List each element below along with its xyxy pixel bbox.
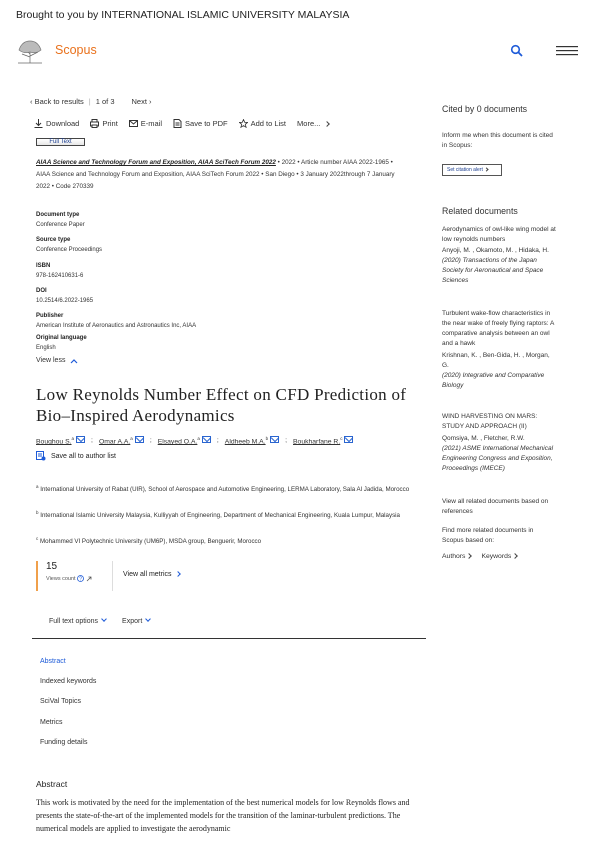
save-to-pdf-button[interactable]: Save to PDF bbox=[173, 119, 228, 128]
email-icon[interactable] bbox=[135, 436, 144, 443]
views-count-metric: 15 Views count ? bbox=[36, 561, 114, 591]
related-document-title[interactable]: Turbulent wake-flow characteristics in the near wake of freely flying raptors: A comparative analysis between an owl and a hawk bbox=[442, 310, 555, 347]
download-icon bbox=[34, 119, 43, 128]
email-icon[interactable] bbox=[202, 436, 211, 443]
related-document-title[interactable]: Aerodynamics of owl-like wing model at low reynolds numbers bbox=[442, 226, 556, 243]
affiliation: $^c$ Mohammed VI Polytechnic University (UM6P), MSDA group, Benguerir, Morocco bbox=[36, 536, 262, 546]
export-dropdown[interactable]: Export bbox=[122, 617, 150, 625]
meta-language: Original language English bbox=[36, 335, 87, 351]
section-link-scival-topics[interactable]: SciVal Topics bbox=[40, 698, 81, 705]
set-citation-alert-button[interactable]: Set citation alert bbox=[442, 164, 502, 176]
conference-title-link[interactable]: AIAA Science and Technology Forum and Exposition, AIAA SciTech Forum 2022 bbox=[36, 159, 276, 166]
document-options bbox=[49, 617, 150, 625]
section-link-funding-details[interactable]: Funding details bbox=[40, 739, 88, 746]
abstract-heading: Abstract bbox=[36, 779, 68, 789]
chevron-right-icon bbox=[325, 121, 331, 127]
back-to-results-link[interactable]: ‹ Back to results bbox=[30, 97, 84, 106]
affiliation: $^b$ International Islamic University Malaysia, Kulliyyah of Engineering, Department of Mechanical Engineering, Kuala Lumpur, Malaysia bbox=[36, 510, 400, 520]
chevron-right-icon bbox=[512, 553, 518, 559]
document-title: Low Reynolds Number Effect on CFD Prediction of Bio–Inspired Aerodynamics bbox=[36, 385, 407, 425]
chevron-right-icon bbox=[484, 168, 488, 172]
related-by-links bbox=[442, 553, 517, 560]
institution-banner: Brought to you by INTERNATIONAL ISLAMIC UNIVERSITY MALAYSIA bbox=[16, 9, 350, 21]
related-document-source: (2020) Transactions of the Japan Society for Aeronautical and Space Sciences bbox=[442, 257, 544, 284]
section-link-metrics[interactable]: Metrics bbox=[40, 719, 63, 726]
email-icon[interactable] bbox=[76, 436, 85, 443]
email-button[interactable]: E-mail bbox=[129, 119, 162, 128]
view-less-toggle[interactable]: View less bbox=[36, 357, 78, 364]
cited-by-heading: Cited by 0 documents bbox=[442, 104, 528, 114]
metrics-divider bbox=[112, 561, 113, 591]
author-link[interactable]: Aldheeb M.A.$^b$ bbox=[225, 436, 279, 445]
institution-name: INTERNATIONAL ISLAMIC UNIVERSITY MALAYSIA bbox=[101, 9, 350, 21]
print-icon bbox=[90, 119, 99, 128]
related-document bbox=[442, 309, 556, 391]
star-icon bbox=[239, 119, 248, 128]
full-text-options-dropdown[interactable]: Full text options bbox=[49, 617, 106, 625]
chevron-right-icon bbox=[175, 571, 181, 577]
meta-isbn: ISBN 978-162410631-6 bbox=[36, 263, 84, 279]
chevron-down-icon bbox=[145, 616, 151, 622]
chevron-up-icon bbox=[70, 358, 78, 364]
find-more-related-info: Find more related documents in Scopus based on: bbox=[442, 527, 534, 544]
document-toolbar bbox=[34, 119, 329, 128]
section-link-abstract[interactable]: Abstract bbox=[40, 658, 66, 665]
hamburger-menu-icon[interactable] bbox=[556, 46, 578, 56]
author-link[interactable]: Elsayed O.A.$^a$ bbox=[158, 436, 211, 445]
elsevier-tree-icon[interactable] bbox=[16, 38, 44, 64]
result-position: 1 of 3 bbox=[95, 97, 115, 106]
more-button[interactable]: More... bbox=[297, 119, 329, 128]
keywords-link[interactable]: Keywords bbox=[481, 553, 517, 560]
download-button[interactable]: Download bbox=[34, 119, 79, 128]
related-document-source: (2021) ASME International Mechanical Engineering Congress and Exposition, Proceedings (IMECE) bbox=[442, 445, 554, 472]
pdf-file-icon bbox=[173, 119, 182, 128]
svg-text:?: ? bbox=[79, 576, 82, 582]
abstract-text: This work is motivated by the need for the implementation of the best numerical models for low Reynolds flows and presents the state-of-the-art of the implemented models for the transition of the laminar-turbulent predictions. The numerical models are applied to investigate the aerodynamic bbox=[36, 798, 410, 833]
result-navigation: ‹ Back to results | 1 of 3 Next › bbox=[30, 97, 152, 106]
related-documents-heading: Related documents bbox=[442, 206, 518, 216]
print-button[interactable]: Print bbox=[90, 119, 117, 128]
view-all-metrics-link[interactable]: View all metrics bbox=[123, 571, 180, 578]
save-to-author-list-button[interactable]: Save all to author list bbox=[36, 451, 116, 461]
chevron-down-icon bbox=[101, 616, 107, 622]
related-document-authors: Krishnan, K. , Ben-Gida, H. , Morgan, G. bbox=[442, 352, 550, 369]
meta-publisher: Publisher American Institute of Aeronautics and Astronautics Inc, AIAA bbox=[36, 313, 197, 329]
related-document-title[interactable]: WIND HARVESTING ON MARS: STUDY AND APPROACH (II) bbox=[442, 413, 538, 430]
author-list: Boughou S.$^a$ ; Omar A.A.$^a$ ; Elsayed O.A.$^a$ ; Aldheeb M.A.$^b$ ; Boukharfane R.$^c$ bbox=[36, 436, 353, 445]
email-icon[interactable] bbox=[270, 436, 279, 443]
meta-document-type: Document type Conference Paper bbox=[36, 212, 85, 228]
related-document-authors: Anyoji, M. , Okamoto, M. , Hidaka, H. bbox=[442, 247, 549, 254]
chevron-right-icon bbox=[467, 553, 473, 559]
meta-source-type: Source type Conference Proceedings bbox=[36, 237, 103, 253]
scopus-logo[interactable]: Scopus bbox=[55, 43, 97, 57]
author-link[interactable]: Omar A.A.$^a$ bbox=[99, 436, 144, 445]
search-icon[interactable] bbox=[510, 44, 524, 58]
next-link[interactable]: Next › bbox=[131, 97, 152, 106]
section-divider bbox=[32, 638, 426, 639]
author-link[interactable]: Boukharfane R.$^c$ bbox=[293, 436, 353, 445]
author-list-icon bbox=[36, 451, 46, 461]
source-info: AIAA Science and Technology Forum and Exposition, AIAA SciTech Forum 2022 • 2022 • Article number AIAA 2022-1965 • AIAA Science and Technology Forum and Exposition, AIAA SciTech Forum 2022 • San Diego • 3 January 2022through 7 January 2022 • Code 270339 bbox=[36, 159, 395, 190]
email-icon bbox=[129, 119, 138, 128]
related-document-authors: Qomsiya, M. , Fletcher, R.W. bbox=[442, 435, 525, 442]
external-link-icon[interactable] bbox=[86, 576, 92, 582]
affiliation: $^a$ International University of Rabat (UIR), School of Aerospace and Automotive Engineering, LERMA Laboratory, Sala Al Jadida, Morocco bbox=[36, 484, 410, 494]
email-icon[interactable] bbox=[344, 436, 353, 443]
citation-alert-info: Inform me when this document is cited in Scopus: bbox=[442, 132, 553, 149]
view-all-related-link[interactable]: View all related documents based on references bbox=[442, 498, 549, 515]
help-icon[interactable] bbox=[77, 575, 84, 582]
authors-link[interactable]: Authors bbox=[442, 553, 471, 560]
related-document bbox=[442, 412, 556, 474]
related-document-source: (2020) Integrative and Comparative Biology bbox=[442, 372, 545, 389]
section-link-indexed-keywords[interactable]: Indexed keywords bbox=[40, 678, 97, 685]
add-to-list-button[interactable]: Add to List bbox=[239, 119, 286, 128]
author-link[interactable]: Boughou S.$^a$ bbox=[36, 436, 85, 445]
full-text-button[interactable]: Full Text bbox=[36, 138, 85, 146]
related-document bbox=[442, 225, 560, 286]
meta-doi: DOI 10.2514/6.2022-1965 bbox=[36, 288, 94, 304]
